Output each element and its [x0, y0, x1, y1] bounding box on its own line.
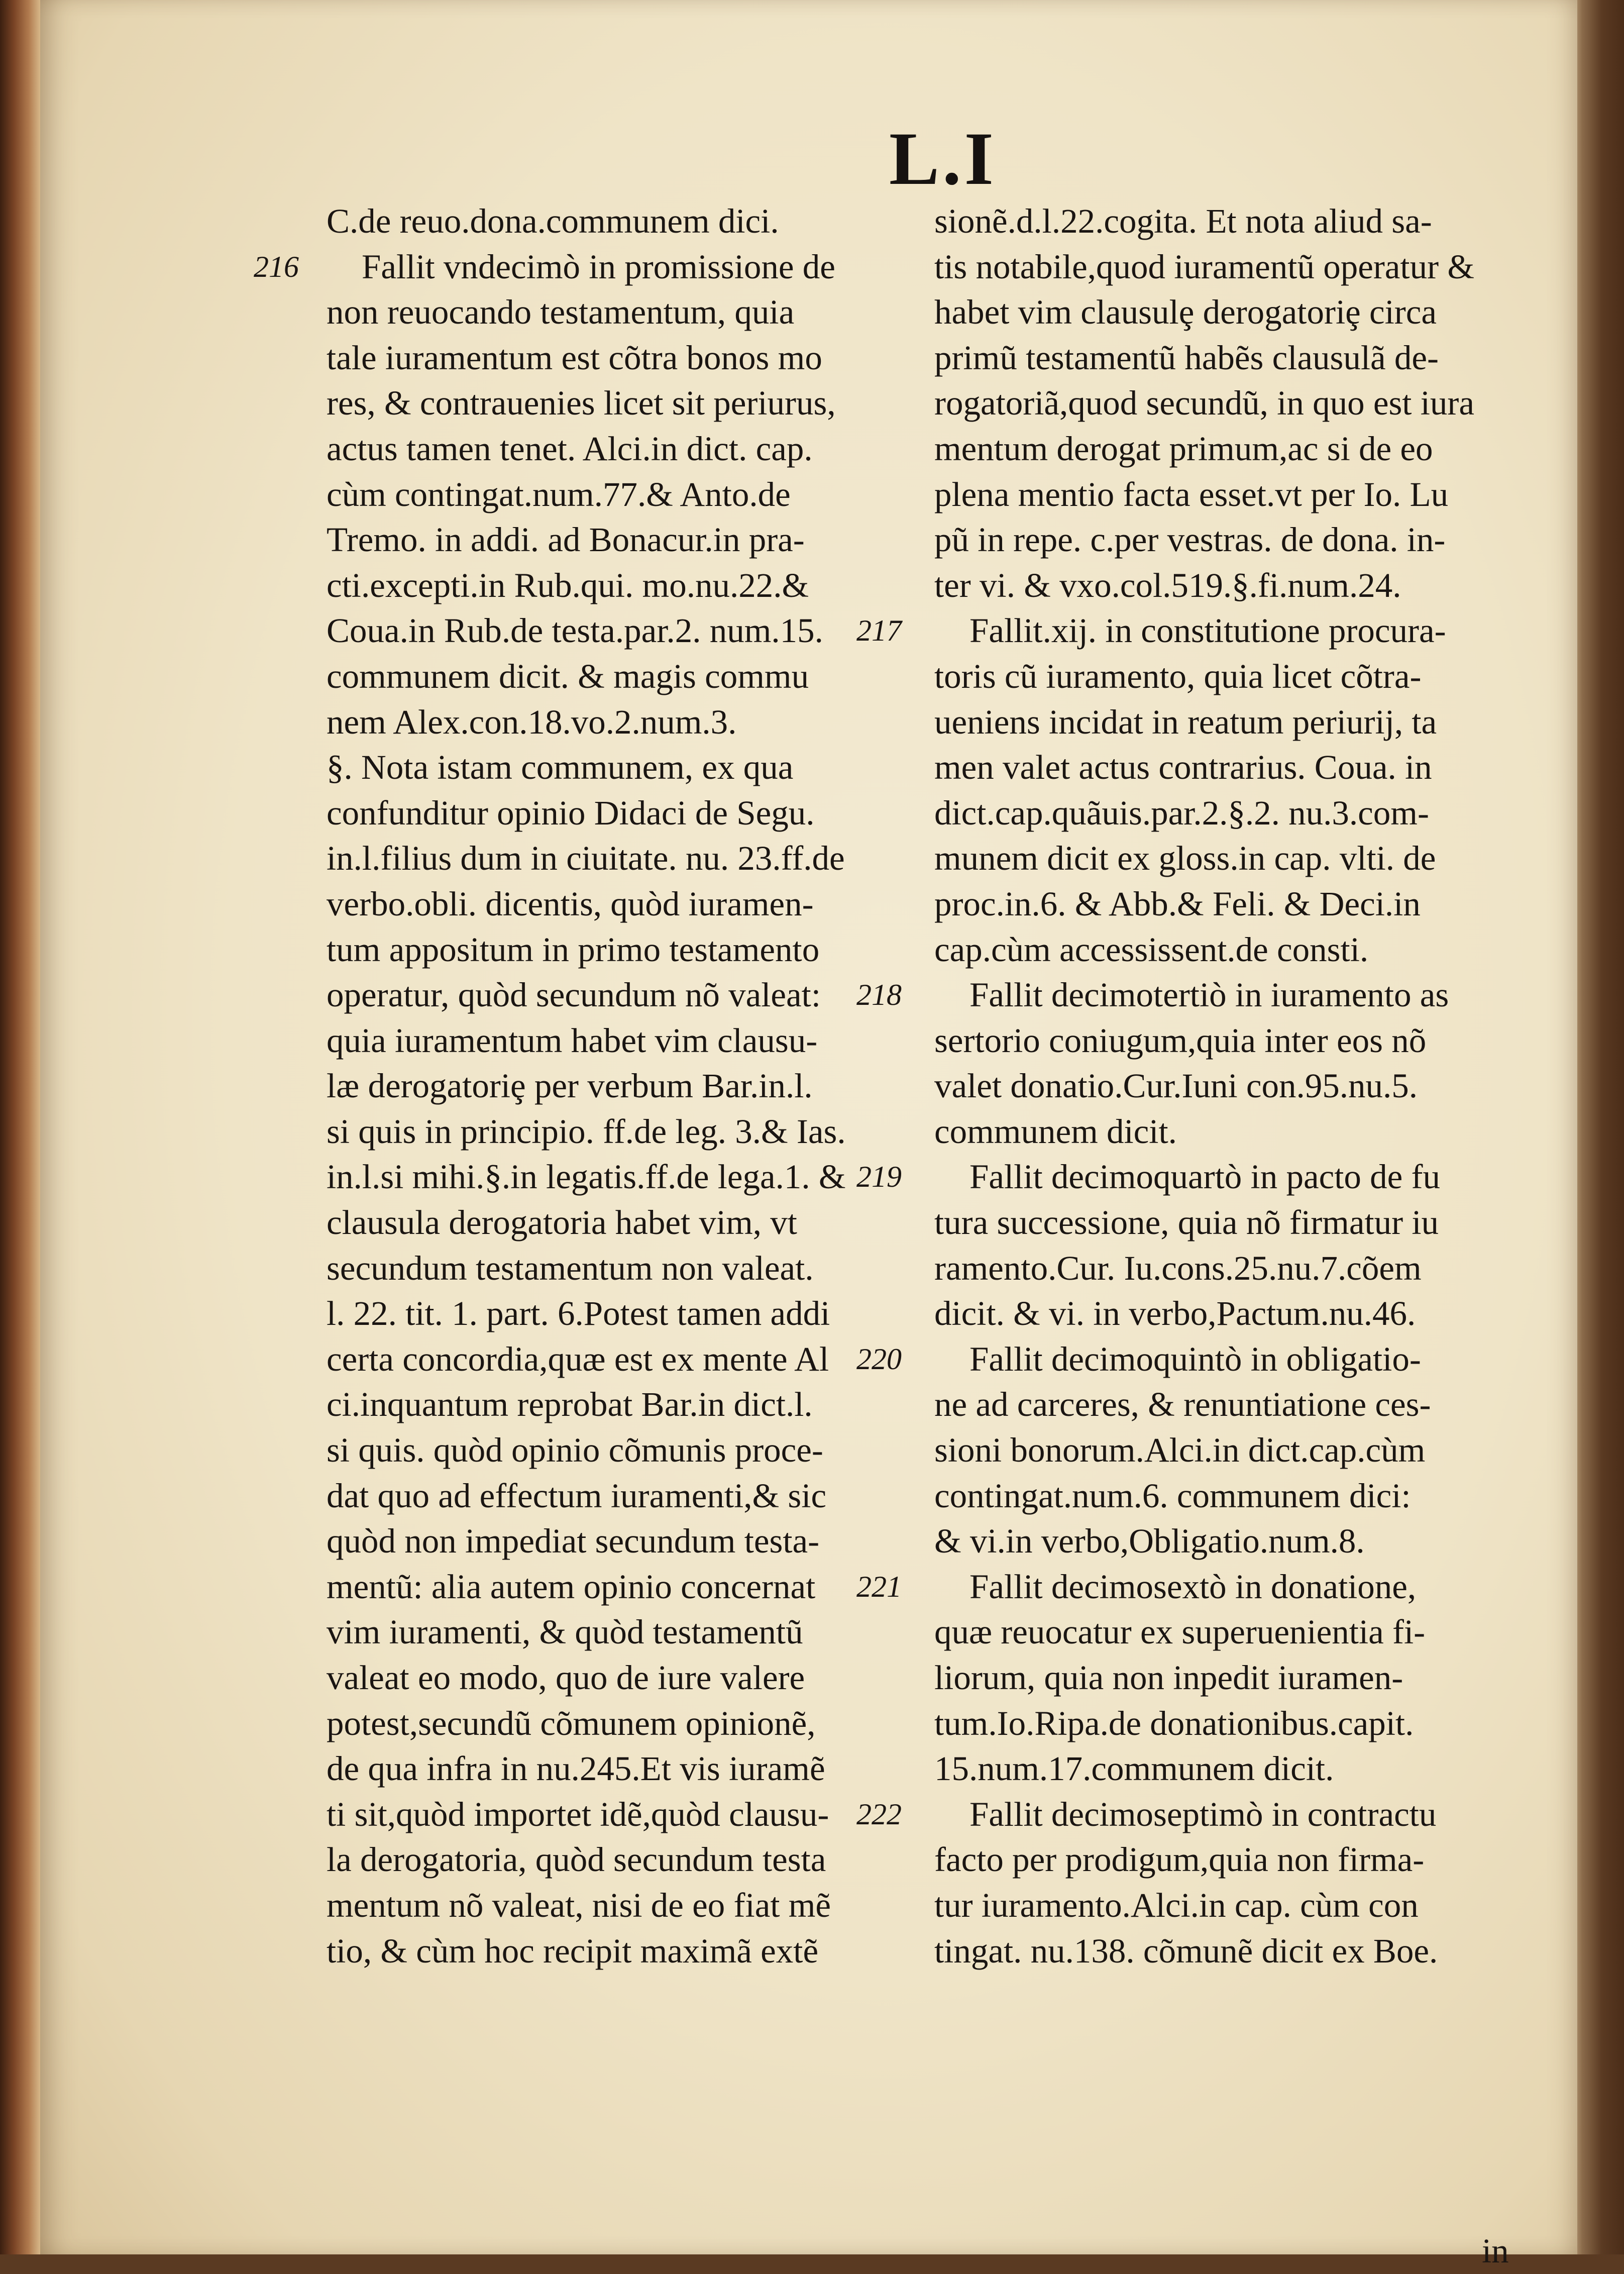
text-line	[327, 1246, 934, 1291]
text-line	[934, 745, 1527, 790]
text-line-content: dict.cap.quãuis.par.2.§.2. nu.3.com-	[934, 793, 1429, 832]
text-line	[934, 244, 1527, 290]
text-line-content: quæ reuocatur ex superuenientia fi-	[934, 1613, 1426, 1651]
text-line-content: Tremo. in addi. ad Bonacur.in pra-	[327, 521, 805, 559]
text-line-content: sertorio coniugum,quia inter eos nõ	[934, 1021, 1427, 1060]
text-line	[934, 1609, 1527, 1655]
text-line-content: toris cũ iuramento, quia licet cõtra-	[934, 657, 1422, 695]
text-line	[327, 745, 934, 790]
text-line-content: pũ in repe. c.per vestras. de dona. in-	[934, 521, 1446, 559]
text-line	[327, 1518, 934, 1564]
text-line	[934, 1837, 1527, 1883]
text-line-content: ueniens incidat in reatum periurij, ta	[934, 702, 1437, 741]
text-line	[934, 1382, 1527, 1427]
text-line-content: C.de reuo.dona.communem dici.	[327, 202, 779, 240]
margin-paragraph-number: 220	[856, 1342, 902, 1376]
text-line-content: Fallit decimoseptimò in contractu	[969, 1795, 1437, 1833]
left-text-column	[254, 198, 934, 1974]
text-line-content: ci.inquantum reprobat Bar.in dict.l.	[327, 1385, 813, 1424]
text-line-content: res, & contrauenies licet sit periurus,	[327, 384, 836, 423]
text-line	[934, 563, 1527, 608]
text-line-content: valet donatio.Cur.Iuni con.95.nu.5.	[934, 1067, 1418, 1105]
text-line	[934, 380, 1527, 426]
text-line	[934, 1200, 1527, 1246]
text-line	[934, 1928, 1527, 1974]
text-line	[934, 1746, 1527, 1792]
text-line	[327, 1655, 934, 1701]
text-line-content: Coua.in Rub.de testa.par.2. num.15.	[327, 611, 823, 650]
text-line	[327, 1200, 934, 1246]
text-line	[934, 1291, 1527, 1336]
text-line-content: men valet actus contrarius. Coua. in	[934, 748, 1432, 787]
text-line	[327, 1564, 934, 1610]
text-line-content: facto per prodigum,quia non firma-	[934, 1840, 1425, 1879]
text-line	[327, 790, 934, 836]
text-line-content: primũ testamentũ habẽs clausulã de-	[934, 338, 1439, 377]
text-line-content: liorum, quia non inpedit iuramen-	[934, 1659, 1403, 1697]
text-line	[856, 608, 1527, 654]
text-line-content: sionẽ.d.l.22.cogita. Et nota aliud sa-	[934, 202, 1432, 240]
text-line-content: Fallit decimotertiò in iuramento as	[969, 976, 1449, 1014]
text-line-content: ti sit,quòd importet idẽ,quòd clausu-	[327, 1795, 829, 1833]
text-line	[327, 198, 934, 244]
text-line	[327, 1427, 934, 1473]
text-line-content: sioni bonorum.Alci.in dict.cap.cùm	[934, 1431, 1426, 1470]
text-line	[327, 654, 934, 699]
text-line	[327, 1883, 934, 1928]
text-line-content: si quis. quòd opinio cõmunis proce-	[327, 1431, 823, 1470]
text-line-content: mentum nõ valeat, nisi de eo fiat mẽ	[327, 1886, 831, 1924]
book-page	[40, 0, 1577, 2270]
text-line-content: in.l.si mihi.§.in legatis.ff.de lega.1. &	[327, 1158, 846, 1196]
margin-paragraph-number: 222	[856, 1797, 902, 1831]
text-line	[934, 1883, 1527, 1928]
text-line-content: valeat eo modo, quo de iure valere	[327, 1659, 805, 1697]
text-line-content: de qua infra in nu.245.Et vis iuramẽ	[327, 1749, 825, 1788]
text-line-content: & vi.in verbo,Obligatio.num.8.	[934, 1522, 1365, 1561]
text-line	[934, 836, 1527, 881]
text-line	[327, 1336, 934, 1382]
text-line	[934, 699, 1527, 745]
text-line-content: potest,secundũ cõmunem opinionẽ,	[327, 1704, 816, 1742]
text-line	[934, 881, 1527, 927]
text-line-content: quòd non impediat secundum testa-	[327, 1522, 820, 1561]
text-line-content: non reuocando testamentum, quia	[327, 293, 795, 332]
text-line	[327, 1382, 934, 1427]
text-line	[327, 836, 934, 881]
folio-number: L.I	[889, 117, 997, 200]
text-line	[934, 335, 1527, 381]
text-line	[934, 654, 1527, 699]
text-line	[934, 1473, 1527, 1519]
text-line-content: secundum testamentum non valeat.	[327, 1249, 814, 1287]
text-line-content: tis notabile,quod iuramentũ operatur &	[934, 247, 1474, 286]
text-line	[934, 426, 1527, 472]
text-line	[327, 1109, 934, 1155]
text-line-content: confunditur opinio Didaci de Segu.	[327, 793, 815, 832]
margin-paragraph-number: 218	[856, 978, 902, 1012]
text-line	[934, 927, 1527, 973]
text-line-content: nem Alex.con.18.vo.2.num.3.	[327, 702, 737, 741]
text-line-content: contingat.num.6. communem dici:	[934, 1476, 1411, 1515]
text-line	[934, 517, 1527, 563]
text-line	[856, 1564, 1527, 1610]
text-line	[327, 1792, 934, 1837]
text-line	[327, 699, 934, 745]
margin-paragraph-number: 217	[856, 614, 902, 648]
text-line-content: quia iuramentum habet vim clausu-	[327, 1021, 818, 1060]
text-line	[327, 1609, 934, 1655]
text-line-content: ter vi. & vxo.col.519.§.fi.num.24.	[934, 566, 1401, 604]
text-line	[934, 1427, 1527, 1473]
text-line	[327, 1837, 934, 1883]
right-text-column	[856, 198, 1527, 1974]
text-line-content: la derogatoria, quòd secundum testa	[327, 1840, 826, 1879]
text-line-content: ramento.Cur. Iu.cons.25.nu.7.cõem	[934, 1249, 1422, 1287]
text-line-content: verbo.obli. dicentis, quòd iuramen-	[327, 884, 814, 923]
text-line	[934, 1655, 1527, 1701]
text-line-content: habet vim clausulȩ derogatoriȩ circa	[934, 293, 1437, 332]
text-line-content: Fallit decimosextò in donatione,	[969, 1567, 1417, 1606]
text-line	[327, 563, 934, 608]
text-line	[327, 881, 934, 927]
text-line-content: operatur, quòd secundum nõ valeat:	[327, 976, 821, 1014]
text-line-content: dicit. & vi. in verbo,Pactum.nu.46.	[934, 1294, 1416, 1333]
text-line	[327, 289, 934, 335]
text-line-content: tio, & cùm hoc recipit maximã extẽ	[327, 1931, 819, 1970]
catchword: in	[1482, 2232, 1509, 2270]
text-line-content: cti.excepti.in Rub.qui. mo.nu.22.&	[327, 566, 809, 604]
text-line	[327, 972, 934, 1018]
margin-paragraph-number: 219	[856, 1160, 902, 1194]
text-line-content: cùm contingat.num.77.& Anto.de	[327, 475, 791, 513]
text-line	[934, 289, 1527, 335]
text-line-content: læ derogatoriȩ per verbum Bar.in.l.	[327, 1067, 813, 1105]
text-line-content: Fallit decimoquartò in pacto de fu	[969, 1158, 1440, 1196]
text-line-content: l. 22. tit. 1. part. 6.Potest tamen addi	[327, 1294, 830, 1333]
text-line-content: Fallit decimoquintò in obligatio-	[969, 1339, 1421, 1378]
text-line	[856, 972, 1527, 1018]
text-line-content: vim iuramenti, & quòd testamentũ	[327, 1613, 803, 1651]
text-line-content: actus tamen tenet. Alci.in dict. cap.	[327, 429, 813, 468]
text-line	[934, 1018, 1527, 1064]
text-line-content: Fallit.xij. in constitutione procura-	[969, 611, 1446, 650]
text-line-content: tura successione, quia nõ firmatur iu	[934, 1203, 1439, 1242]
text-line-content: plena mentio facta esset.vt per Io. Lu	[934, 475, 1449, 513]
text-line	[934, 1246, 1527, 1291]
text-line	[934, 1518, 1527, 1564]
text-line	[327, 1928, 934, 1974]
text-line	[327, 335, 934, 381]
text-line	[856, 1336, 1527, 1382]
text-line	[327, 472, 934, 518]
text-line	[327, 1154, 934, 1200]
text-line-content: tum appositum in primo testamento	[327, 930, 820, 969]
text-line	[856, 1154, 1527, 1200]
text-line-content: cap.cùm accessissent.de consti.	[934, 930, 1369, 969]
text-line-content: mentum derogat primum,ac si de eo	[934, 429, 1433, 468]
text-line-content: rogatoriã,quod secundũ, in quo est iura	[934, 384, 1474, 423]
margin-paragraph-number: 221	[856, 1570, 902, 1603]
text-line	[327, 426, 934, 472]
text-line	[327, 380, 934, 426]
text-line-content: communem dicit.	[934, 1112, 1177, 1151]
text-line	[934, 198, 1527, 244]
text-line-content: ne ad carceres, & renuntiatione ces-	[934, 1385, 1431, 1424]
text-line-content: proc.in.6. & Abb.& Feli. & Deci.in	[934, 884, 1421, 923]
text-line	[327, 1018, 934, 1064]
margin-paragraph-number: 216	[254, 250, 299, 283]
text-line	[327, 1473, 934, 1519]
text-line	[327, 1291, 934, 1336]
text-line	[254, 244, 934, 290]
text-line	[327, 517, 934, 563]
text-line-content: munem dicit ex gloss.in cap. vlti. de	[934, 839, 1436, 878]
text-line-content: certa concordia,quæ est ex mente Al	[327, 1339, 829, 1378]
text-line	[856, 1792, 1527, 1837]
text-line-content: Fallit vndecimò in promissione de	[362, 247, 835, 286]
text-line-content: in.l.filius dum in ciuitate. nu. 23.ff.de	[327, 839, 845, 878]
text-line	[934, 1109, 1527, 1155]
text-line	[934, 472, 1527, 518]
text-line-content: mentũ: alia autem opinio concernat	[327, 1567, 816, 1606]
text-line	[934, 790, 1527, 836]
text-line-content: 15.num.17.communem dicit.	[934, 1749, 1334, 1788]
text-line	[327, 1746, 934, 1792]
text-line-content: si quis in principio. ff.de leg. 3.& Ias.	[327, 1112, 846, 1151]
text-line	[327, 1063, 934, 1109]
text-line-content: tum.Io.Ripa.de donationibus.capit.	[934, 1704, 1414, 1742]
text-line-content: communem dicit. & magis commu	[327, 657, 809, 695]
text-line	[934, 1701, 1527, 1746]
text-line	[327, 1701, 934, 1746]
text-line	[327, 608, 934, 654]
text-line-content: §. Nota istam communem, ex qua	[327, 748, 794, 787]
text-line-content: dat quo ad effectum iuramenti,& sic	[327, 1476, 827, 1515]
text-line	[327, 927, 934, 973]
text-line-content: tale iuramentum est cõtra bonos mo	[327, 338, 822, 377]
text-line-content: tur iuramento.Alci.in cap. cùm con	[934, 1886, 1419, 1924]
text-line	[934, 1063, 1527, 1109]
text-line-content: tingat. nu.138. cõmunẽ dicit ex Boe.	[934, 1931, 1438, 1970]
text-line-content: clausula derogatoria habet vim, vt	[327, 1203, 797, 1242]
